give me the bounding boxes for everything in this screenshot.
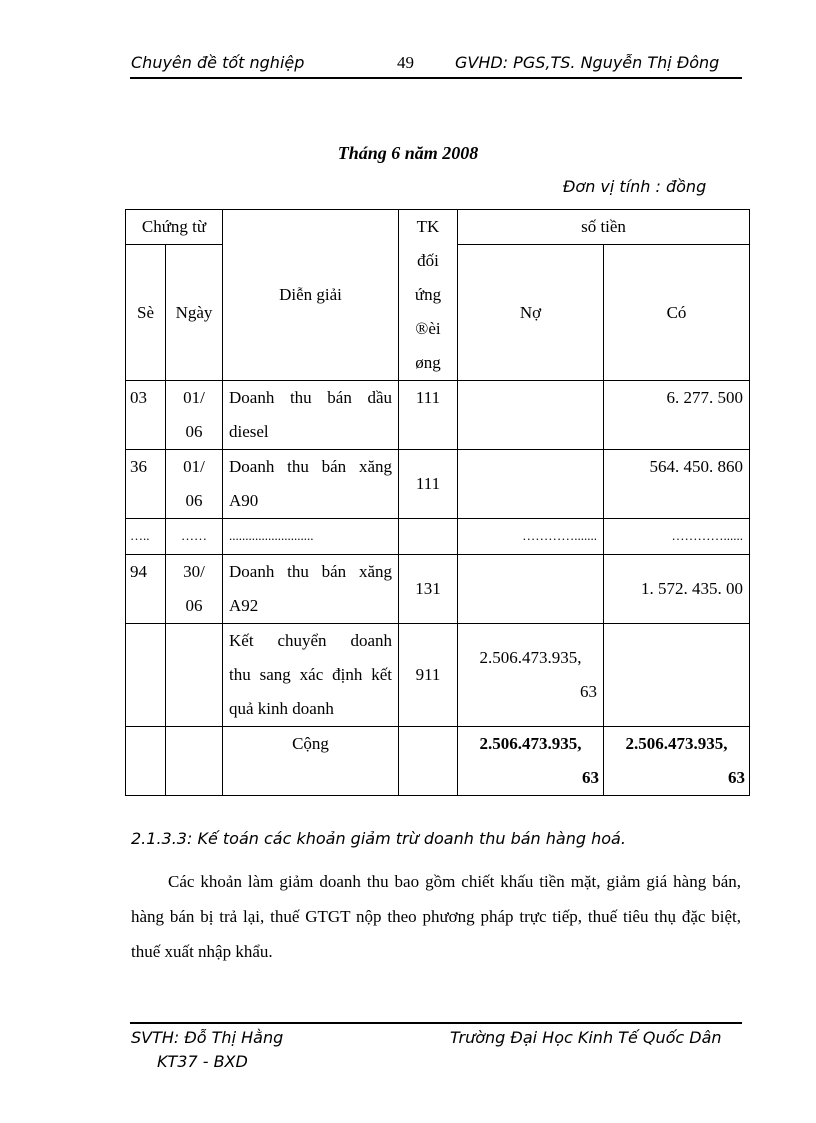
total-no — [458, 727, 604, 796]
cell-line: 06 — [185, 491, 203, 510]
cell-line: Kết chuyển doanh — [229, 631, 392, 650]
cell-ngay — [166, 555, 223, 624]
cell-line: A92 — [229, 596, 259, 615]
section-heading: 2.1.3.3: Kế toán các khoản giảm trừ doanh thu bán hàng hoá. — [131, 829, 626, 848]
header-dien-giai: Diễn giải — [223, 210, 399, 381]
cell-no — [458, 624, 604, 727]
table-title: Tháng 6 năm 2008 — [337, 143, 479, 163]
cell-co: …………...... — [604, 519, 750, 555]
footer-rule — [130, 1022, 742, 1024]
header-ngay: Ngày — [166, 245, 223, 381]
cell-no — [458, 555, 604, 624]
cell-line: diesel — [229, 422, 269, 441]
cell-tk: 911 — [399, 624, 458, 727]
cell-line: 01/ — [183, 388, 205, 407]
tk-line: ứng — [414, 285, 442, 304]
cell-ngay — [166, 727, 223, 796]
cell-dien-giai — [223, 381, 399, 450]
total-co — [604, 727, 750, 796]
footer-school: Trường Đại Học Kinh Tế Quốc Dân — [450, 1028, 722, 1047]
cell-line: 2.506.473.935, — [479, 734, 582, 753]
cell-dien-giai — [223, 555, 399, 624]
cell-tk: 111 — [399, 450, 458, 519]
header-rule — [130, 77, 742, 79]
table-row — [126, 555, 750, 624]
cell-line: 06 — [185, 596, 203, 615]
cell-line: 63 — [728, 768, 746, 787]
table-row — [126, 519, 750, 555]
cell-co: 564. 450. 860 — [604, 450, 750, 519]
cell-tk — [399, 519, 458, 555]
cell-tk: 111 — [399, 381, 458, 450]
header-chung-tu: Chứng từ — [126, 210, 223, 245]
cell-so — [126, 727, 166, 796]
table-total-row — [126, 727, 750, 796]
cell-co: 1. 572. 435. 00 — [604, 555, 750, 624]
cell-tk: 131 — [399, 555, 458, 624]
cell-co — [604, 624, 750, 727]
cell-line: 06 — [185, 422, 203, 441]
cell-so: 03 — [126, 381, 166, 450]
cell-line: Doanh thu bán dầu — [229, 388, 392, 407]
table-row — [126, 381, 750, 450]
tk-line: TK — [416, 217, 440, 236]
cell-line: 2.506.473.935, — [479, 648, 582, 667]
cell-line: Doanh thu bán xăng — [229, 562, 392, 581]
body-paragraph: Các khoản làm giảm doanh thu bao gồm chiết khấu tiền mặt, giảm giá hàng bán, hàng bán bị trả lại, thuế GTGT nộp theo phương pháp trực tiếp, thuế tiêu thụ đặc biệt, thuế xuất nhập khẩu. — [131, 872, 741, 961]
currency-unit: Đơn vị tính : đồng — [563, 177, 707, 196]
cell-no: …………....... — [458, 519, 604, 555]
header-so-tien: số tiền — [458, 210, 750, 245]
cell-ngay — [166, 450, 223, 519]
header-supervisor: GVHD: PGS,TS. Nguyễn Thị Đông — [455, 53, 720, 72]
header-co: Có — [604, 245, 750, 381]
header-left-title: Chuyên đề tốt nghiệp — [131, 53, 305, 72]
revenue-ledger-table — [125, 209, 750, 796]
cell-line: 63 — [580, 682, 597, 701]
tk-line: øng — [415, 353, 441, 372]
cell-tk — [399, 727, 458, 796]
page-number: 49 — [397, 53, 414, 72]
cell-ngay — [166, 624, 223, 727]
cell-so — [126, 624, 166, 727]
cell-so: ….. — [126, 519, 166, 555]
total-label: Cộng — [223, 727, 399, 796]
cell-ngay — [166, 381, 223, 450]
footer-class: KT37 - BXD — [157, 1052, 248, 1071]
cell-line: quả kinh doanh — [229, 699, 334, 718]
tk-line: ®èi — [415, 319, 441, 338]
table-row — [126, 450, 750, 519]
cell-dien-giai — [223, 624, 399, 727]
header-no: Nợ — [458, 245, 604, 381]
header-so: Sè — [126, 245, 166, 381]
tk-line: đối — [417, 251, 439, 270]
cell-co: 6. 277. 500 — [604, 381, 750, 450]
cell-line: 01/ — [183, 457, 205, 476]
cell-line: 30/ — [183, 562, 205, 581]
table-row — [126, 624, 750, 727]
cell-line: 2.506.473.935, — [625, 734, 728, 753]
cell-no — [458, 450, 604, 519]
footer-student: SVTH: Đỗ Thị Hằng — [131, 1028, 284, 1047]
cell-so: 94 — [126, 555, 166, 624]
cell-line: A90 — [229, 491, 259, 510]
cell-line: 63 — [582, 768, 599, 787]
cell-no — [458, 381, 604, 450]
cell-so: 36 — [126, 450, 166, 519]
cell-dien-giai — [223, 450, 399, 519]
cell-line: thu sang xác định kết — [229, 665, 392, 684]
header-tk-doi-ung — [399, 210, 458, 381]
cell-dien-giai: .......................... — [223, 519, 399, 555]
cell-line: Doanh thu bán xăng — [229, 457, 392, 476]
cell-ngay: …… — [166, 519, 223, 555]
